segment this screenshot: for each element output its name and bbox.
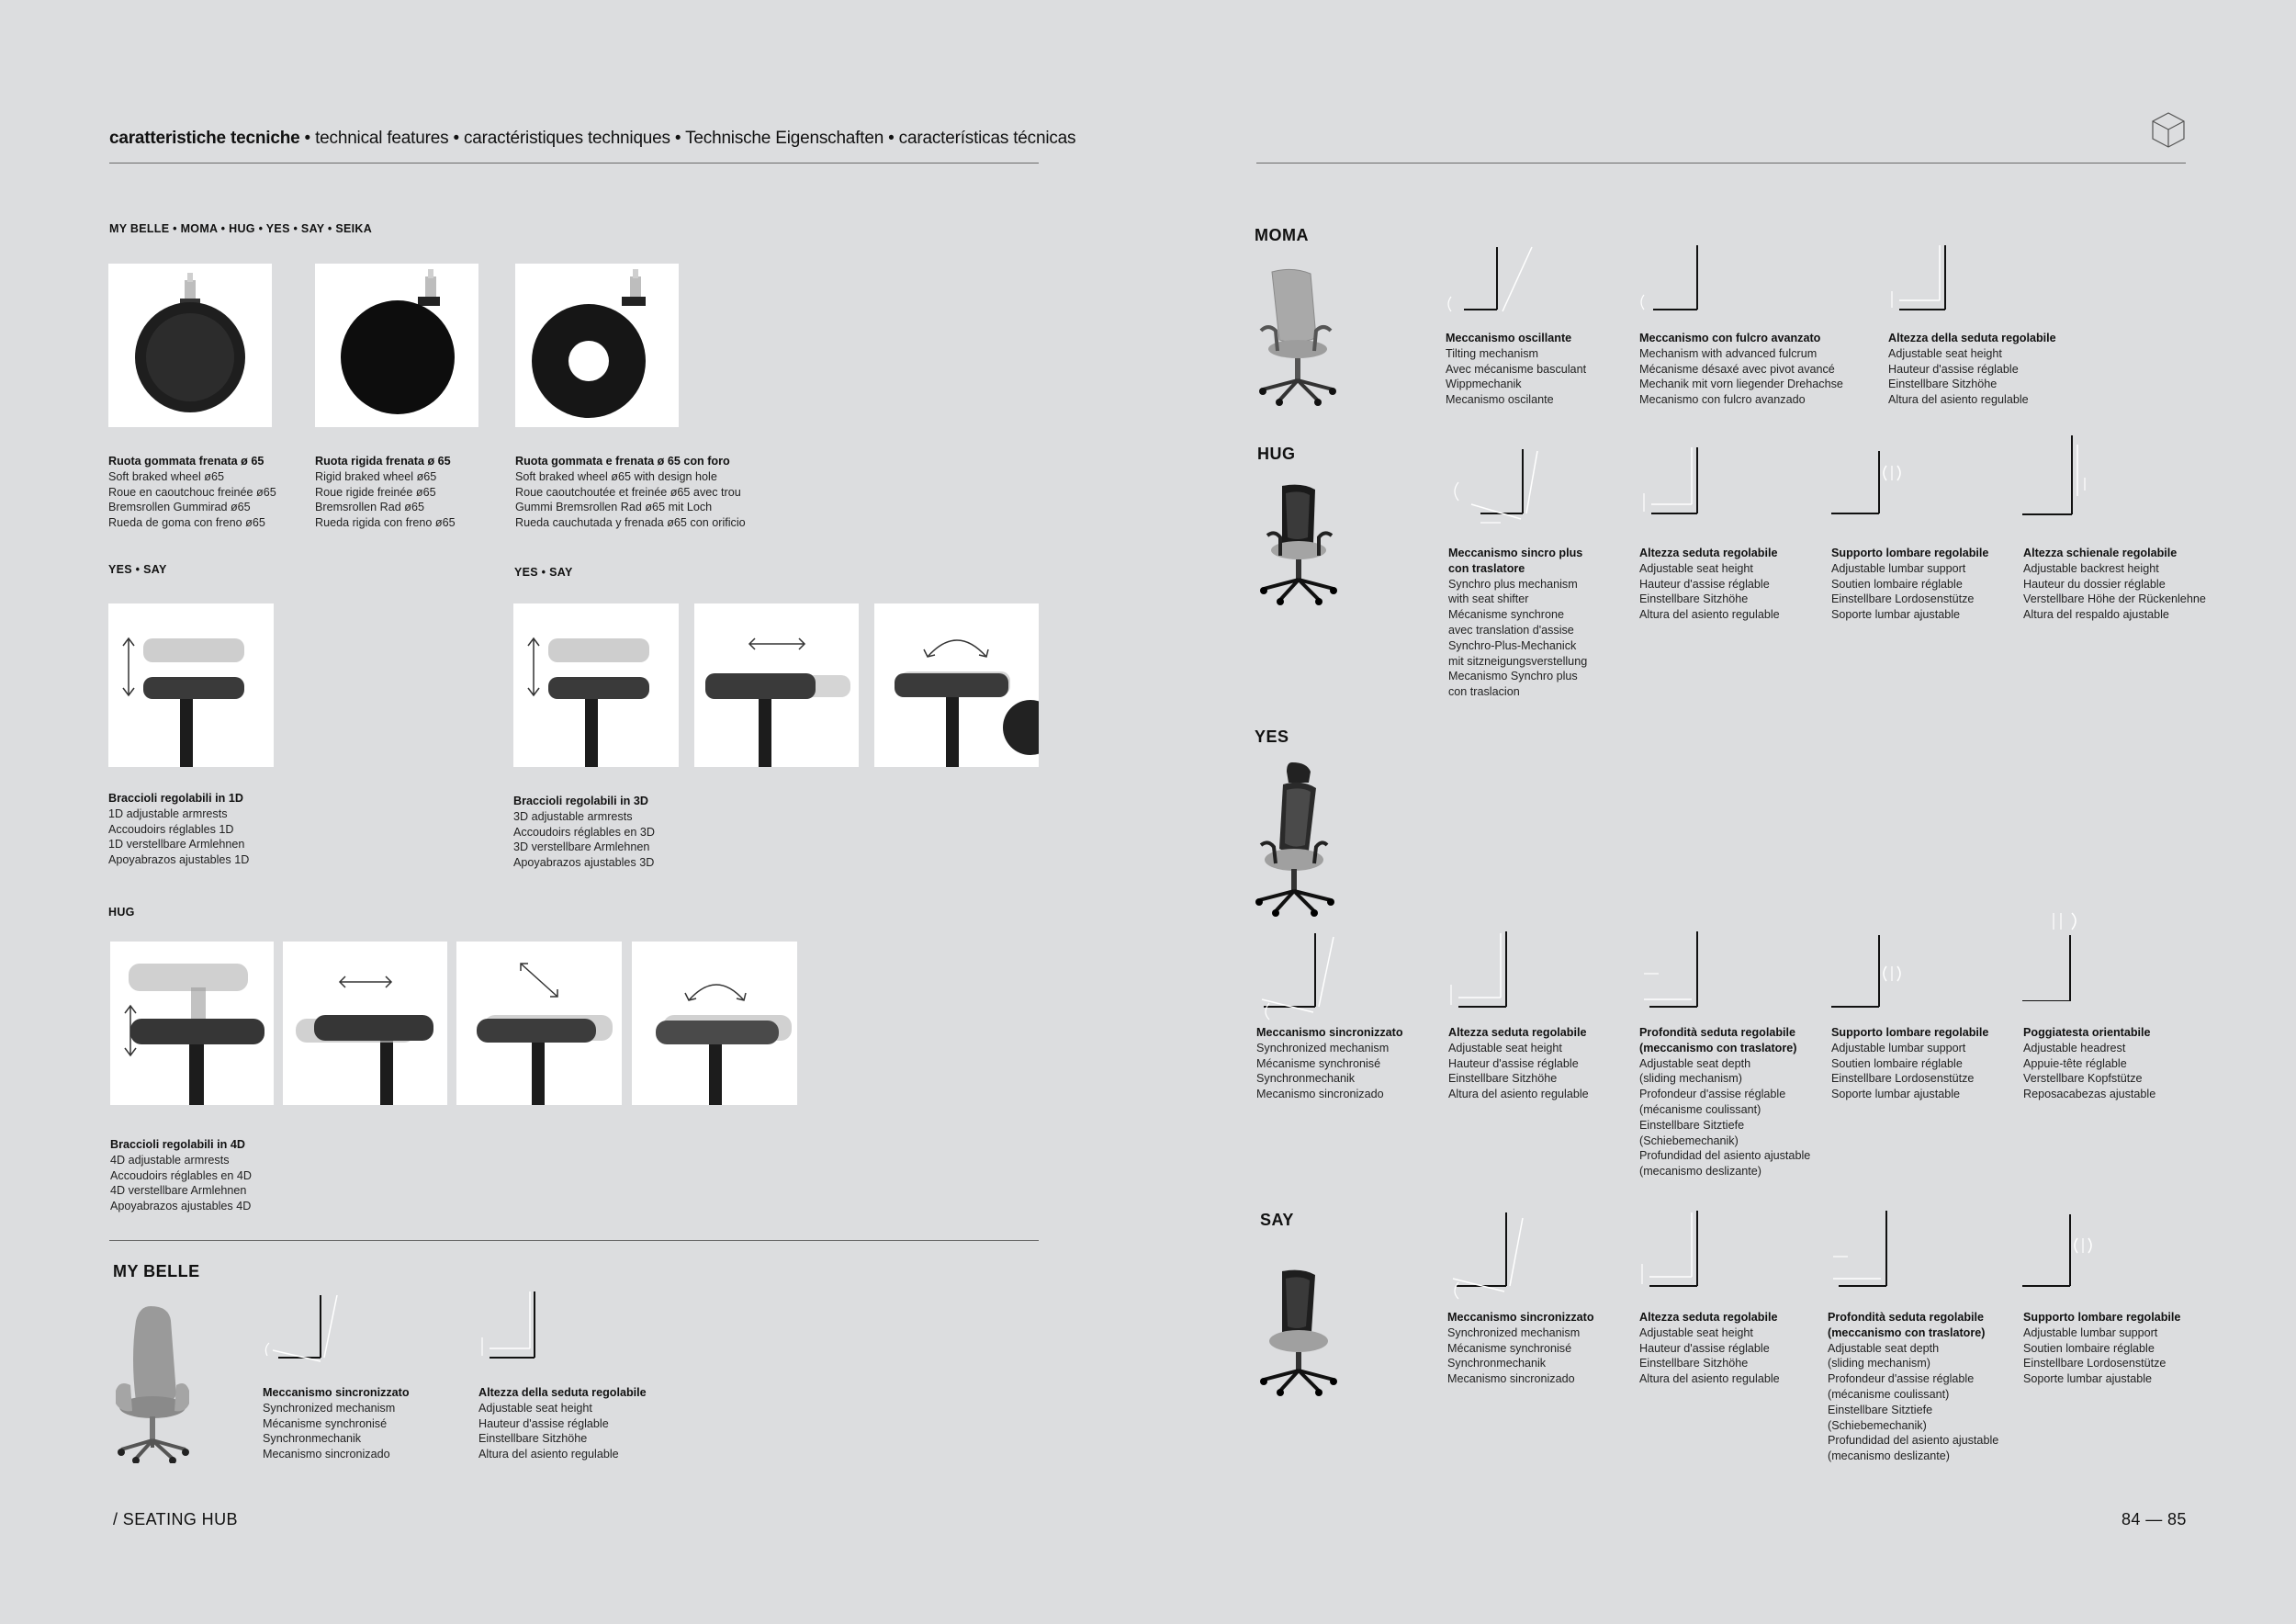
hug-feature-backrest: Altezza schienale regolabile Adjustable backrest height Hauteur du dossier réglable Verstellbare Höhe der Rückenlehne Altura del respaldo ajustable	[2023, 547, 2206, 622]
mybelle-rule	[109, 1240, 1039, 1241]
hug-seat-height-icon	[1638, 445, 1705, 519]
moma-feature-seat-height: Altezza della seduta regolabile Adjustable seat height Hauteur d'assise réglable Einstellbare Sitzhöhe Altura del asiento regulable	[1888, 332, 2056, 407]
seat-height-icon	[477, 1290, 541, 1363]
wheel-photo-hole	[515, 264, 679, 427]
say-seat-depth-icon	[1826, 1209, 1892, 1293]
armrest-4d-caption: Braccioli regolabili in 4D 4D adjustable armrests Accoudoirs réglables en 4D 4D verstellbare Armlehnen Apoyabrazos ajustables 4D	[110, 1138, 253, 1213]
advanced-fulcrum-icon	[1635, 243, 1708, 317]
arm4d-section-label: HUG	[108, 906, 135, 919]
say-feature-lumbar: Supporto lombare regolabile Adjustable lumbar support Soutien lombaire réglable Einstellbare Lordosenstütze Soporte lumbar ajustable	[2023, 1311, 2181, 1386]
say-feature-seat-depth: Profondità seduta regolabile (meccanismo con traslatore) Adjustable seat depth (sliding mechanism) Profondeur d'assise réglable (mécanisme coulissant) Einstellbare Sitztiefe (Schiebemechanik) Profundidad del asiento ajustable (mecanismo deslizante)	[1828, 1311, 1999, 1463]
armrest-3d-photo-height	[513, 603, 679, 767]
mybelle-title: MY BELLE	[113, 1262, 200, 1280]
say-chair-image	[1255, 1268, 1342, 1396]
wheel-photo-soft	[108, 264, 272, 427]
armrest-3d-photo-rotate	[874, 603, 1039, 767]
hug-feature-seat-height: Altezza seduta regolabile Adjustable seat height Hauteur d'assise réglable Einstellbare Sitzhöhe Altura del asiento regulable	[1639, 547, 1780, 622]
yes-lumbar-icon	[1828, 930, 1910, 1014]
headrest-icon	[2019, 909, 2101, 1001]
wheel-photo-rigid	[315, 264, 478, 427]
armrest-1d-photo	[108, 603, 274, 767]
say-synchro-icon	[1444, 1209, 1536, 1301]
yes-feature-synchro: Meccanismo sincronizzato Synchronized mechanism Mécanisme synchronisé Synchronmechanik Mecanismo sincronizado	[1256, 1026, 1403, 1101]
header-rule-right	[1256, 163, 2186, 164]
backrest-height-icon	[2019, 432, 2092, 519]
armrest-3d-caption: Braccioli regolabili in 3D 3D adjustable armrests Accoudoirs réglables en 3D 3D verstellbare Armlehnen Apoyabrazos ajustables 3D	[513, 795, 656, 870]
hug-chair-image	[1255, 482, 1342, 606]
moma-feature-tilting: Meccanismo oscillante Tilting mechanism Avec mécanisme basculant Wippmechanik Mecanismo oscilante	[1446, 332, 1587, 407]
yes-title: YES	[1255, 727, 1289, 746]
hug-feature-synchro-plus: Meccanismo sincro plus con traslatore Synchro plus mechanism with seat shifter Mécanisme synchrone avec translation d'assise Synchro-Plus-Mechanick mit sitzneigungsverstellung Mecanismo Synchro plus con traslacion	[1448, 547, 1588, 699]
yes-feature-lumbar: Supporto lombare regolabile Adjustable lumbar support Soutien lombaire réglable Einstellbare Lordosenstütze Soporte lumbar ajustable	[1831, 1026, 1989, 1101]
armrest-3d-photo-slide	[694, 603, 859, 767]
armrest-4d-photo-slide	[283, 942, 447, 1105]
arm1d-section-label: YES • SAY	[108, 563, 167, 576]
yes-feature-seat-height: Altezza seduta regolabile Adjustable seat height Hauteur d'assise réglable Einstellbare Sitzhöhe Altura del asiento regulable	[1448, 1026, 1589, 1101]
hug-lumbar-icon	[1828, 445, 1910, 519]
yes-seat-height-icon	[1446, 930, 1512, 1014]
armrest-4d-photo-rotate	[632, 942, 797, 1105]
arm3d-section-label: YES • SAY	[514, 566, 573, 579]
say-feature-synchro: Meccanismo sincronizzato Synchronized mechanism Mécanisme synchronisé Synchronmechanik Mecanismo sincronizado	[1447, 1311, 1594, 1386]
wheel-caption-soft: Ruota gommata frenata ø 65 Soft braked wheel ø65 Roue en caoutchouc freinée ø65 Bremsrollen Gummirad ø65 Rueda de goma con freno ø65	[108, 455, 276, 530]
say-lumbar-icon	[2019, 1209, 2101, 1293]
say-title: SAY	[1260, 1211, 1294, 1229]
footer-seating-hub: / SEATING HUB	[113, 1510, 238, 1528]
moma-seat-height-icon	[1886, 243, 1951, 317]
wheels-section-label: MY BELLE • MOMA • HUG • YES • SAY • SEIKA	[109, 222, 373, 235]
page-numbers: 84 — 85	[2122, 1510, 2187, 1528]
say-feature-seat-height: Altezza seduta regolabile Adjustable seat height Hauteur d'assise réglable Einstellbare Sitzhöhe Altura del asiento regulable	[1639, 1311, 1780, 1386]
header-bold: caratteristiche tecniche	[109, 129, 300, 148]
wheel-caption-rigid: Ruota rigida frenata ø 65 Rigid braked wheel ø65 Roue rigide freinée ø65 Bremsrollen Rad ø65 Rueda rigida con freno ø65	[315, 455, 456, 530]
wheel-caption-hole: Ruota gommata e frenata ø 65 con foro Soft braked wheel ø65 with design hole Roue caoutchoutée et freinée ø65 avec trou Gummi Bremsrollen Rad ø65 mit Loch Rueda cauchutada y frenada ø65 con orificio	[515, 455, 746, 530]
moma-title: MOMA	[1255, 226, 1309, 244]
armrest-1d-caption: Braccioli regolabili in 1D 1D adjustable armrests Accoudoirs réglables 1D 1D verstellbare Armlehnen Apoyabrazos ajustables 1D	[108, 792, 250, 867]
moma-feature-fulcrum: Meccanismo con fulcro avanzato Mechanism with advanced fulcrum Mécanisme désaxé avec pivot avancé Mechanik mit vorn liegender Drehachse Mecanismo con fulcro avanzado	[1639, 332, 1843, 407]
say-seat-height-icon	[1637, 1209, 1703, 1293]
hug-feature-lumbar: Supporto lombare regolabile Adjustable lumbar support Soutien lombaire réglable Einstellbare Lordosenstütze Soporte lumbar ajustable	[1831, 547, 1989, 622]
moma-chair-image	[1252, 266, 1339, 406]
header-rule-left	[109, 163, 1039, 164]
yes-feature-seat-depth: Profondità seduta regolabile (meccanismo con traslatore) Adjustable seat depth (sliding mechanism) Profondeur d'assise réglable (mécanisme coulissant) Einstellbare Sitztiefe (Schiebemechanik) Profundidad del asiento ajustable (mecanismo deslizante)	[1639, 1026, 1811, 1179]
yes-seat-depth-icon	[1637, 930, 1703, 1014]
mybelle-feature-seat-height: Altezza della seduta regolabile Adjustable seat height Hauteur d'assise réglable Einstellbare Sitzhöhe Altura del asiento regulable	[478, 1386, 647, 1461]
header-rest: • technical features • caractéristiques techniques • Technische Eigenschaften • características técnicas	[299, 129, 1076, 148]
yes-synchro-icon	[1256, 930, 1348, 1021]
yes-chair-image	[1252, 761, 1339, 917]
yes-feature-headrest: Poggiatesta orientabile Adjustable headrest Appuie-tête réglable Verstellbare Kopfstütze Reposacabezas ajustable	[2023, 1026, 2156, 1101]
cube-icon	[2149, 110, 2188, 149]
synchro-plus-icon	[1444, 445, 1545, 528]
armrest-4d-photo-diagonal	[456, 942, 622, 1105]
page-header	[109, 129, 1075, 149]
mybelle-chair-image	[108, 1303, 200, 1463]
armrest-4d-photo-height	[110, 942, 274, 1105]
hug-title: HUG	[1257, 445, 1296, 463]
mybelle-feature-synchro: Meccanismo sincronizzato Synchronized mechanism Mécanisme synchronisé Synchronmechanik Mecanismo sincronizado	[263, 1386, 410, 1461]
tilting-mechanism-icon	[1444, 243, 1536, 317]
synchro-mechanism-icon	[260, 1290, 343, 1363]
